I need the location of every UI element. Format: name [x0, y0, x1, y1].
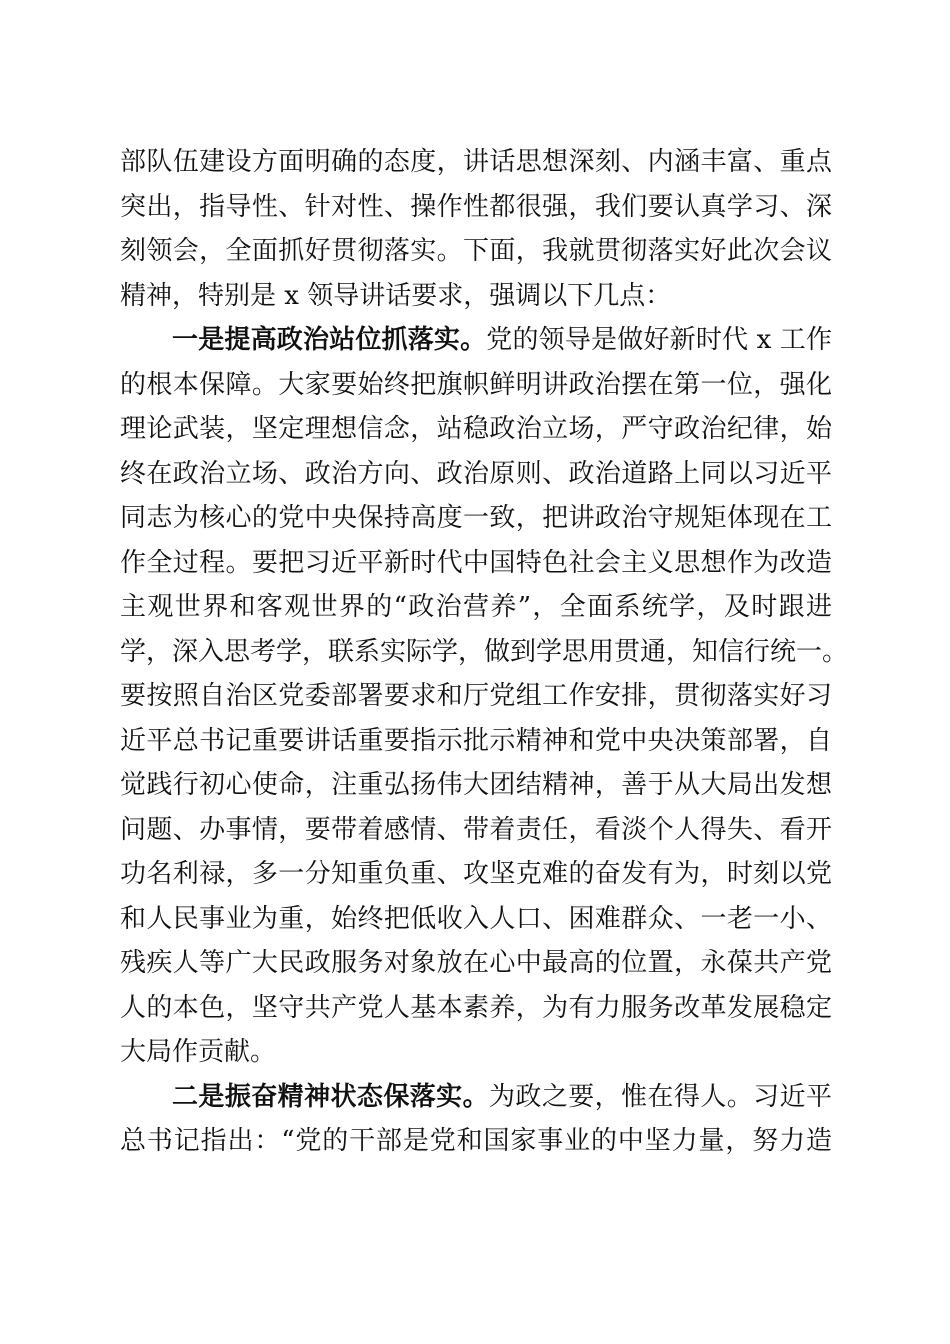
text-line: 部队伍建设方面明确的态度，讲话思想深刻、内涵丰富、重点	[120, 147, 832, 177]
text-line: 大局作贡献。	[120, 1037, 277, 1067]
text-line: 作全过程。要把习近平新时代中国特色社会主义思想作为改造	[120, 547, 832, 578]
text-line: 的根本保障。大家要始终把旗帜鲜明讲政治摆在第一位，强化	[120, 369, 832, 400]
text-line: 残疾人等广大民政服务对象放在心中最高的位置，永葆共产党	[120, 948, 832, 978]
paragraph-first-line	[120, 318, 832, 363]
paragraph-point-two	[120, 1075, 832, 1164]
paragraph-first-rest: 为政之要，惟在得人。习近平	[489, 1081, 832, 1112]
paragraph-continuation	[120, 140, 832, 318]
document-body	[120, 140, 849, 1164]
paragraph-first-line	[120, 1075, 832, 1120]
text-line: 刻领会，全面抓好贯彻落实。下面，我就贯彻落实好此次会议	[120, 236, 832, 266]
text-line: 觉践行初心使命，注重弘扬伟大团结精神，善于从大局出发想	[120, 770, 832, 800]
paragraph-point-one	[120, 318, 849, 1075]
paragraph-first-rest: 党的领导是做好新时代 x 工作	[486, 325, 832, 355]
paragraph-lead: 二是振奋精神状态保落实。	[172, 1081, 489, 1112]
text-line: 理论武装，坚定理想信念，站稳政治立场，严守政治纪律，始	[120, 414, 832, 444]
text-line: 人的本色，坚守共产党人基本素养，为有力服务改革发展稳定	[120, 992, 832, 1023]
text-line: 主观世界和客观世界的“政治营养”，全面系统学，及时跟进	[120, 592, 832, 622]
text-line: 学，深入思考学，联系实际学，做到学思用贯通，知信行统一。	[120, 636, 849, 667]
text-line: 突出，指导性、针对性、操作性都很强，我们要认真学习、深	[120, 191, 832, 222]
text-line: 问题、办事情，要带着感情、带着责任，看淡个人得失、看开	[120, 814, 832, 845]
paragraph-lead: 一是提高政治站位抓落实。	[172, 325, 487, 355]
text-line: 近平总书记重要讲话重要指示批示精神和党中央决策部署，自	[120, 725, 832, 756]
text-line: 功名利禄，多一分知重负重、攻坚克难的奋发有为，时刻以党	[120, 859, 832, 889]
text-line: 精神，特别是 x 领导讲话要求，强调以下几点：	[120, 280, 672, 311]
text-line: 同志为核心的党中央保持高度一致，把讲政治守规矩体现在工	[120, 503, 832, 533]
text-line: 和人民事业为重，始终把低收入人口、困难群众、一老一小、	[120, 903, 832, 934]
text-line: 终在政治立场、政治方向、政治原则、政治道路上同以习近平	[120, 458, 832, 489]
text-line: 要按照自治区党委部署要求和厅党组工作安排，贯彻落实好习	[120, 681, 832, 711]
text-line: 总书记指出：“党的干部是党和国家事业的中坚力量，努力造	[120, 1126, 832, 1156]
